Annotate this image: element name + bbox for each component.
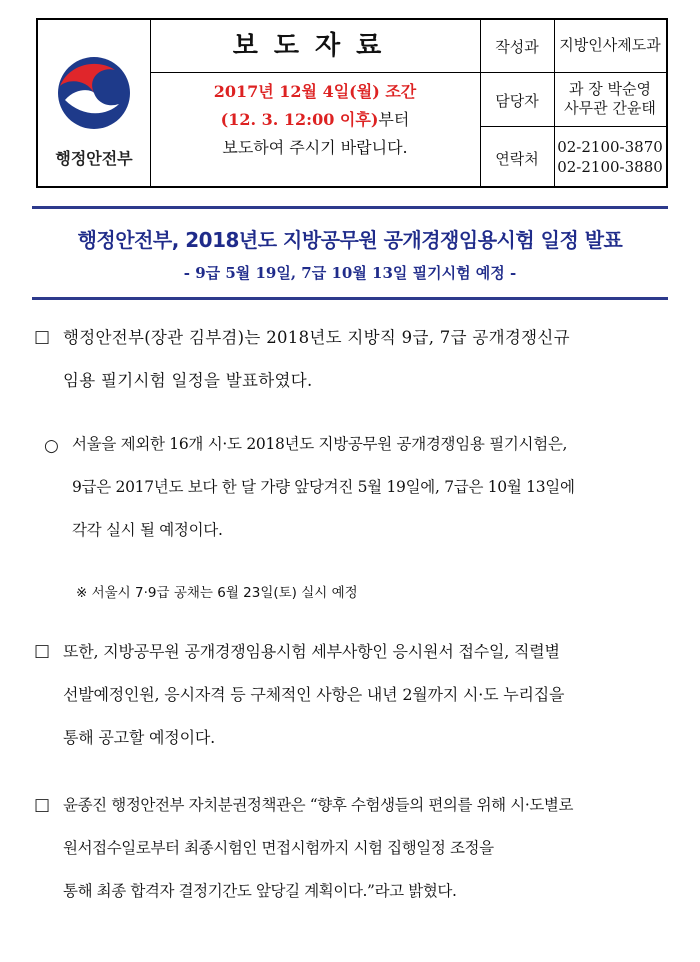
contact-person-line1: 과 장 박순영: [569, 80, 651, 98]
paragraph-line: 서울을 제외한 16개 시·도 2018년도 지방공무원 공개경쟁임용 필기시험은,: [72, 435, 568, 453]
square-bullet: □: [34, 795, 51, 815]
embargo-request: 보도하여 주시기 바랍니다.: [222, 138, 408, 157]
paragraph-line: 각각 실시 될 예정이다.: [72, 521, 223, 539]
paragraph-3: [63, 630, 564, 759]
paragraph-line: 원서접수일로부터 최종시험인 면접시험까지 시험 집행일정 조정을: [63, 839, 494, 857]
paragraph-line: 통해 공고할 예정이다.: [63, 728, 215, 747]
paragraph-4: [63, 784, 573, 913]
press-release-header: [36, 18, 668, 188]
top-rule: [32, 206, 668, 209]
subheadline: - 9급 5월 19일, 7급 10월 13일 필기시험 예정 -: [183, 264, 517, 282]
paragraph-line: 통해 최종 합격자 결정기간도 앞당길 계획이다.”라고 밝혔다.: [63, 882, 457, 900]
divider: [150, 72, 480, 73]
document-title: 보도자료: [232, 31, 398, 61]
paragraph-line: 윤종진 행정안전부 자치분권정책관은 “향후 수험생들의 편의를 위해 시·도별로: [63, 796, 574, 814]
square-bullet: □: [34, 641, 51, 661]
paragraph-line: 선발예정인원, 응시자격 등 구체적인 사항은 내년 2월까지 시·도 누리집을: [63, 685, 565, 704]
author-dept-value: 지방인사제도과: [559, 36, 661, 54]
embargo-time-line: [150, 106, 480, 134]
taegeuk-logo-icon: [57, 56, 131, 130]
headline: 행정안전부, 2018년도 지방공무원 공개경쟁임용시험 일정 발표: [77, 228, 623, 252]
embargo-time: (12. 3. 12:00 이후): [220, 110, 379, 129]
circle-bullet: ○: [44, 436, 59, 456]
contact-person-label: 담당자: [495, 92, 539, 110]
divider: [480, 72, 666, 73]
paragraph-line: 행정안전부(장관 김부겸)는 2018년도 지방직 9급, 7급 공개경쟁신규: [63, 328, 570, 347]
paragraph-line: 9급은 2017년도 보다 한 달 가량 앞당겨진 5월 19일에, 7급은 10월 13일에: [72, 478, 575, 496]
org-name: 행정안전부: [55, 149, 133, 168]
square-bullet: □: [34, 327, 51, 347]
ministry-logo: [38, 20, 150, 186]
paragraph-2: [72, 423, 575, 552]
embargo-time-suffix: 부터: [378, 110, 410, 129]
phone-label: 연락처: [495, 150, 539, 168]
contact-person-line2: 사무관 간윤태: [564, 99, 656, 117]
bottom-rule: [32, 297, 668, 300]
author-dept-label: 작성과: [495, 38, 539, 56]
phone-line2: 02-2100-3880: [557, 158, 663, 176]
paragraph-line: 또한, 지방공무원 공개경쟁임용시험 세부사항인 응시원서 접수일, 직렬별: [63, 642, 560, 661]
embargo-notice: [150, 78, 480, 162]
seoul-note: ※ 서울시 7·9급 공채는 6월 23일(토) 실시 예정: [76, 585, 358, 601]
embargo-date: 2017년 12월 4일(월) 조간: [213, 82, 417, 101]
divider: [480, 126, 666, 127]
paragraph-1: [63, 316, 570, 402]
paragraph-line: 임용 필기시험 일정을 발표하였다.: [63, 371, 313, 390]
phone-line1: 02-2100-3870: [557, 138, 663, 156]
